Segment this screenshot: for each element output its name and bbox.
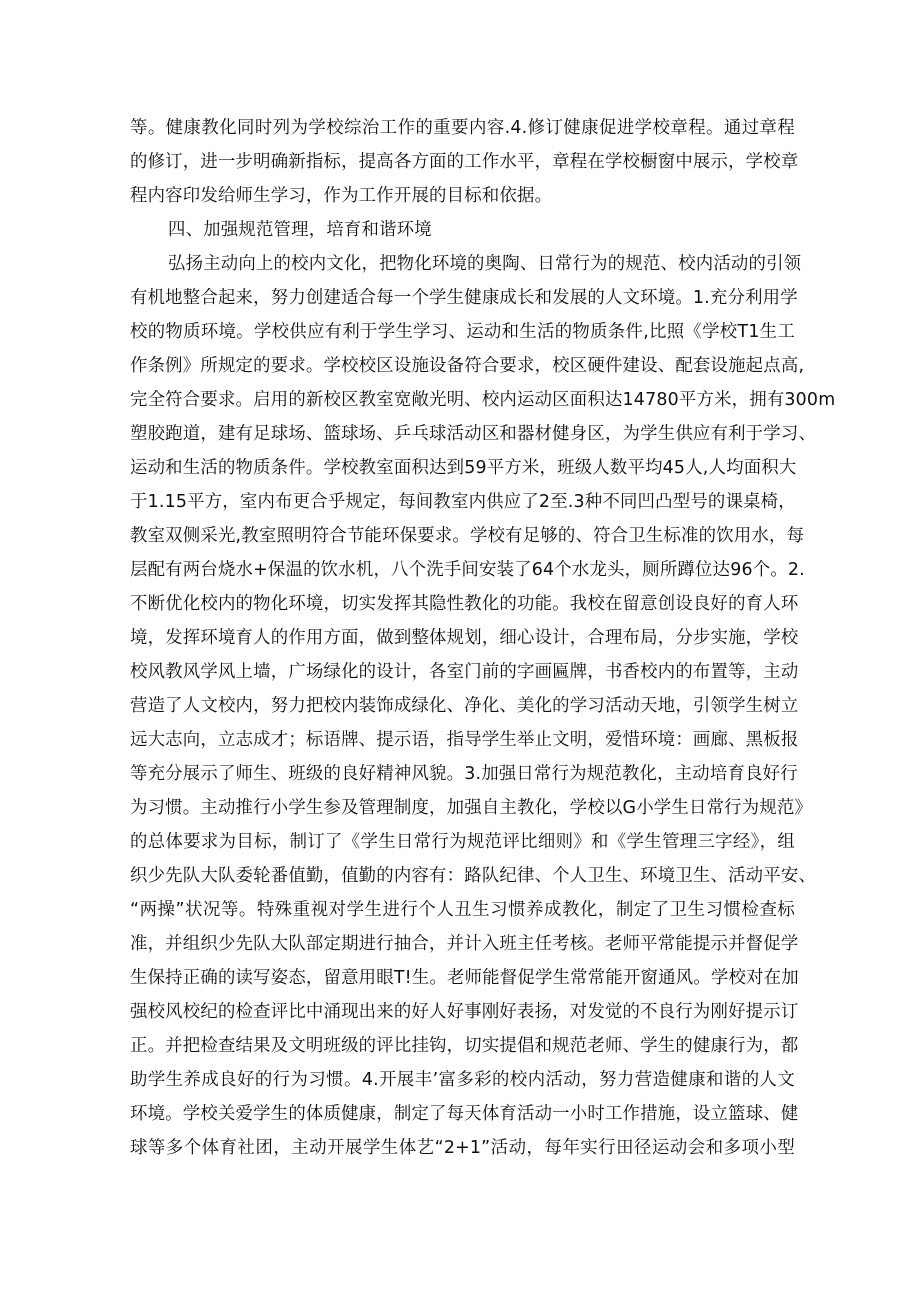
text-line: “两操”状况等。特殊重视对学生进行个人丑生习惯养成教化，制定了卫生习惯检查标 [130,900,795,920]
text-line: 强校风校纪的检查评比中涌现出来的好人好事刚好表扬，对发觉的不良行为刚好提示订 [130,1002,799,1022]
text-line: 于1.15平方，室内布更合乎规定，每间教室内供应了2至.3种不同凹凸型号的课桌椅， [130,492,796,512]
text-line: 境，发挥环境育人的作用方面，做到整体规划，细心设计，合理布局，分步实施，学校 [130,628,799,648]
text-line: 远大志向，立志成才；标语牌、提示语，指导学生举止文明，爱惜环境：画廊、黑板报 [130,730,799,750]
paragraph-first-line: 弘扬主动向上的校内文化，把物化环境的奥陶、日常行为的规范、校内活动的引领 [168,254,802,274]
text-line: 等充分展示了师生、班级的良好精神风貌。3.加强日常行为规范教化，主动培育良好行 [130,764,798,784]
text-line: 环境。学校关爱学生的体质健康，制定了每天体育活动一小时工作措施，设立篮球、健 [130,1104,799,1124]
text-line: 正。并把检查结果及文明班级的评比挂钩，切实提倡和规范老师、学生的健康行为，都 [130,1036,799,1056]
text-line: 生保持正确的读写姿态，留意用眼T!生。老师能督促学生常常能开窗通风。学校对在加 [130,968,799,988]
section-heading: 四、加强规范管理，培育和谐环境 [168,220,432,240]
text-line: 织少先队大队委轮番值勤，值勤的内容有：路队纪律、个人卫生、环境卫生、活动平安、 [130,866,817,886]
text-line: 作条例》所规定的要求。学校校区设施设备符合要求，校区硬件建设、配套设施起点高, [130,356,805,376]
text-line: 塑胶跑道，建有足球场、篮球场、乒乓球活动区和器材健身区，为学生供应有利于学习、 [130,424,817,444]
text-line: 程内容印发给师生学习，作为工作开展的目标和依据。 [130,186,553,206]
text-line: 的修订，进一步明确新指标，提高各方面的工作水平，章程在学校橱窗中展示，学校章 [130,152,799,172]
text-line: 助学生养成良好的行为习惯。4.开展丰’富多彩的校内活动，努力营造健康和谐的人文 [130,1070,795,1090]
text-line: 不断优化校内的物化环境，切实发挥其隐性教化的功能。我校在留意创设良好的育人环 [130,594,799,614]
text-line: 等。健康教化同时列为学校综治工作的重要内容.4.修订健康促进学校章程。通过章程 [130,118,795,138]
text-line: 层配有两台烧水+保温的饮水机，八个洗手间安装了64个水龙头，厕所蹲位达96个。2. [130,560,805,580]
text-line: 校风教风学风上墙，广场绿化的设计，各室门前的字画匾牌，书香校内的布置等，主动 [130,662,799,682]
text-line: 为习惯。主动推行小学生参及管理制度，加强自主教化，学校以G小学生日常行为规范》 [130,798,813,818]
text-line: 有机地整合起来，努力创建适合每一个学生健康成长和发展的人文环境。1.充分利用学 [130,288,798,308]
text-line: 营造了人文校内，努力把校内装饰成绿化、净化、美化的学习活动天地，引领学生树立 [130,696,799,716]
text-line: 校的物质环境。学校供应有利于学生学习、运动和生活的物质条件,比照《学校T1生工 [130,322,795,342]
text-line: 完全符合要求。启用的新校区教室宽敞光明、校内运动区面积达14780平方米，拥有300m [130,390,836,410]
text-line: 运动和生活的物质条件。学校教室面积达到59平方米，班级人数平均45人,人均面积大 [130,458,797,478]
text-line: 准，并组织少先队大队部定期进行抽合，并计入班主任考核。老师平常能提示并督促学 [130,934,799,954]
text-line: 的总体要求为目标，制订了《学生日常行为规范评比细则》和《学生管理三字经》，组 [130,832,795,852]
text-line: 球等多个体育社团，主动开展学生体艺“2+1”活动，每年实行田径运动会和多项小型 [130,1138,795,1158]
text-line: 教室双侧采光,教室照明符合节能环保要求。学校有足够的、符合卫生标准的饮用水，每 [130,526,805,546]
